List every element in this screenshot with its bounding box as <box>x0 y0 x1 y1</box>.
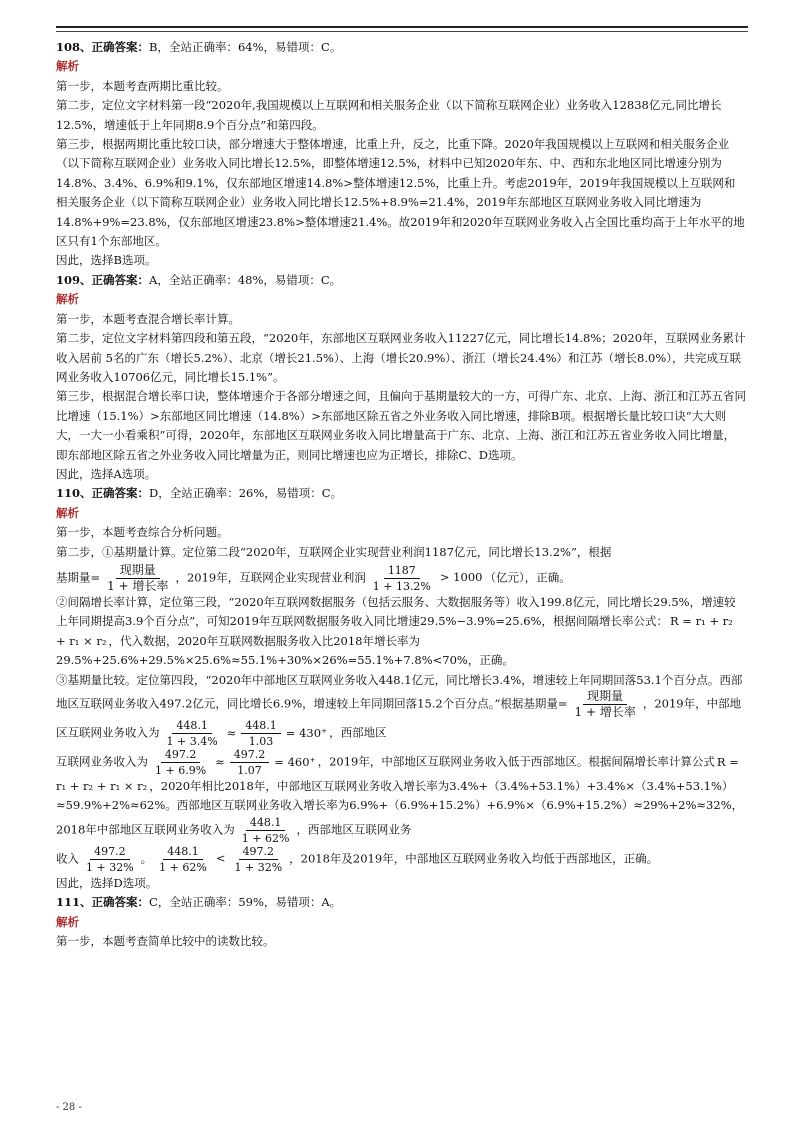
q110-conclusion: 因此，选择D选项。 <box>56 875 158 890</box>
fraction-denominator: 1.03 <box>248 735 274 748</box>
q108-header-rest: B，全站正确率：64%，易错项：C。 <box>149 40 342 54</box>
page-number: - 28 - <box>56 1102 82 1113</box>
math-approx: ≈ <box>215 754 225 769</box>
q110-step4-growth: ，2020年相比2018年，中部地区互联网业务收入增长率为3.4%+（3.4%+53.1%）+3.4%×（3.4%+53.1%）≈59.9%+2%≈62%。西部地区互联网业务收入增长率为6.9%+（6.9%+15.2%）+6.9%×（6.9%+15.2%）≈29%+2%≈32%，2018年中部地区互联网业务收入为 <box>56 779 744 837</box>
fraction-448-c <box>238 816 294 845</box>
fraction-denominator: 1 + 32% <box>234 860 283 874</box>
fraction-denominator: 1 + 13.2% <box>372 579 431 593</box>
math-result: = 430⁺ <box>285 725 328 740</box>
interval-growth-formula: R = r₁ + r₂ + r₁ × r₂ <box>56 754 739 793</box>
fraction-448-d <box>155 845 211 874</box>
q110-step4-end: ，西部地区 <box>329 725 387 740</box>
fraction-numerator: 497.2 <box>239 845 279 860</box>
fraction-numerator: 448.1 <box>246 816 286 831</box>
q108-step1: 第一步，本题考查两期比重比较。 <box>56 78 229 93</box>
q108-step3: 第三步，根据两期比重比较口诀，部分增速大于整体增速，比重上升，反之，比重下降。2020年我国规模以上互联网和相关服务企业（以下简称互联网企业）业务收入同比增长12.5%，即整体增速12.5%，材料中已知2020年东、中、西和东北地区同比增速分别为14.8%、3.4%、6.9%和9.1%，仅东部地区增速14.8%>整体增速12.5%，比重上升。考虑2019年，2019年我国规模以上互联网和相关服务企业（以下简称互联网企业）业务收入同比增长12.5%+8.9%=21.4%，2019年东部地区互联网业务收入同比增速为14.8%+9%=23.8%，仅东部地区增速23.8%>整体增速21.4%。故2019年和2020年互联网业务收入占全国比重均高于上年水平的地区只有1个东部地区。 <box>56 137 745 249</box>
fraction-numerator: 497.2 <box>90 845 130 860</box>
q110-step4-west-text: ，2019年，中部地区互联网业务收入低于西部地区。根据间隔增长率计算公式 <box>317 754 715 769</box>
q110-step4-text: ③基期量比较。定位第四段，“2020年中部地区互联网业务收入448.1亿元，同比增长3.4%，增速较上年同期回落53.1个百分点。西部地区互联网业务收入497.2亿元，同比增长6.9%，增速较上年同期回落15.2个百分点。”根据基期量= <box>56 672 743 711</box>
q108-jiexi: 解析 <box>56 59 79 74</box>
period-mark: 。 <box>140 851 153 866</box>
q109-step1: 第一步，本题考查混合增长率计算。 <box>56 311 240 326</box>
q110-step3-text: ②间隔增长率计算，定位第三段，“2020年互联网数据服务（包括云服务、大数据服务等）收入199.8亿元，同比增长29.5%，增速较上年同期提高3.9个百分点”，可知2019年互联网数据服务收入同比增速29.5%−3.9%=25.6%，根据间隔增长率公式： <box>56 594 736 629</box>
fraction-numerator: 1187 <box>384 564 420 579</box>
math-less-than: < <box>215 851 226 866</box>
fraction-448-b <box>241 719 281 748</box>
math-result: = 460⁺ <box>274 754 316 769</box>
fraction-448-a <box>163 719 222 748</box>
q109-conclusion: 因此，选择A选项。 <box>56 466 157 481</box>
q110-step2 <box>56 543 746 562</box>
q111-step1: 第一步，本题考查简单比较中的读数比较。 <box>56 934 275 949</box>
q108-header-label: 108、正确答案： <box>56 40 150 54</box>
fraction-497-a <box>151 748 210 777</box>
west-label: 互联网业务收入为 <box>56 754 148 769</box>
q110-header-label: 110、正确答案： <box>56 486 150 501</box>
fraction-numerator: 448.1 <box>163 845 203 860</box>
base-label: 基期量= <box>56 570 101 585</box>
fraction-497-d <box>230 845 286 874</box>
q110-step4-compare-end: ，2018年及2019年，中部地区互联网业务收入均低于西部地区，正确。 <box>289 851 659 866</box>
fraction-numerator: 现期量 <box>116 564 160 579</box>
fraction-denominator: 1 + 62% <box>159 860 207 874</box>
fraction-numerator: 448.1 <box>172 719 212 734</box>
q110-step4-west <box>56 748 746 845</box>
q110-step2-text: 第二步，①基期量计算。定位第二段“2020年，互联网企业实现营业利润1187亿元，同比增长13.2%”，根据 <box>56 544 612 559</box>
q111-header-label: 111、正确答案： <box>56 895 150 910</box>
q109-header <box>56 271 746 290</box>
fraction-numerator: 497.2 <box>161 748 201 763</box>
q108-header <box>56 38 746 57</box>
interval-growth-formula: R = r₁ + r₂ + r₁ × r₂ <box>56 614 733 648</box>
answer-explanations <box>56 38 746 951</box>
income-label: 收入 <box>56 851 79 866</box>
q110-step4-west-end: ，西部地区互联网业务 <box>296 822 412 837</box>
q109-step3: 第三步，根据混合增长率口诀，整体增速介于各部分增速之间，且偏向于基期量较大的一方，可得广东、北京、上海、浙江和江苏五省同比增速（15.1%）>东部地区同比增速（14.8%）>东部地区除五省之外业务收入同比增速，排除B项。根据增长量比较口诀“大大则大，一大一小看乘积”可得，2020年，东部地区互联网业务收入同比增量高于广东、北京、上海、浙江和江苏五省业务收入同比增量，即东部地区除五省之外业务收入同比增量为正，则同比增速也应为正增长，排除C、D选项。 <box>56 389 746 462</box>
q110-step4-mid: ，2019年，中部地区互联网业务收入为 <box>56 696 742 740</box>
q111-header-rest: C，全站正确率：59%，易错项：A。 <box>149 895 342 910</box>
q110-step2-formula <box>56 564 746 593</box>
q109-jiexi: 解析 <box>56 292 79 307</box>
header-rule <box>56 26 748 28</box>
q110-header-rest: D，全站正确率：26%，易错项：C。 <box>149 486 343 501</box>
fraction-497-b <box>230 748 270 777</box>
fraction-base-formula-2 <box>571 690 640 719</box>
q108-conclusion: 因此，选择B选项。 <box>56 253 157 268</box>
q110-step3 <box>56 593 746 671</box>
fraction-1187 <box>369 564 435 593</box>
q110-step4-compare <box>56 845 746 874</box>
q109-header-rest: A，全站正确率：48%，易错项：C。 <box>149 272 342 287</box>
q109-header-label: 109、正确答案： <box>56 272 150 287</box>
q110-step4 <box>56 671 746 748</box>
fraction-denominator: 1 + 62% <box>241 831 290 845</box>
q110-step2-end: （亿元），正确。 <box>484 570 571 585</box>
fraction-denominator: 1 + 3.4% <box>166 735 218 748</box>
fraction-denominator: 1.07 <box>237 764 262 777</box>
q110-step3-result: ，代入数据，2020年互联网数据服务收入比2018年增长率为29.5%+25.6%+29.5%×25.6%≈55.1%+30%×26%=55.1%+7.8%<70%，正确。 <box>56 633 514 668</box>
fraction-denominator: 1 + 增长率 <box>574 705 636 719</box>
fraction-base-formula <box>103 564 172 593</box>
q111-jiexi: 解析 <box>56 914 79 929</box>
q108-step2: 第二步，定位文字材料第一段“2020年,我国规模以上互联网和相关服务企业（以下简称互联网企业）业务收入12838亿元,同比增长12.5%，增速低于上年同期8.9个百分点”和第四段。 <box>56 98 722 132</box>
q110-step2-mid: ，2019年，互联网企业实现营业利润 <box>175 570 366 585</box>
math-compare: > 1000 <box>439 570 483 585</box>
fraction-numerator: 现期量 <box>583 690 627 705</box>
fraction-numerator: 497.2 <box>230 748 270 763</box>
q110-jiexi: 解析 <box>56 505 79 520</box>
q111-header <box>56 893 746 912</box>
fraction-denominator: 1 + 增长率 <box>107 578 169 593</box>
fraction-497-c <box>82 845 138 874</box>
fraction-denominator: 1 + 6.9% <box>155 764 207 777</box>
math-approx: ≈ <box>226 725 237 740</box>
fraction-numerator: 448.1 <box>241 719 281 734</box>
q110-step1: 第一步，本题考查综合分析问题。 <box>56 525 229 540</box>
header-rule-thin <box>56 31 748 32</box>
fraction-denominator: 1 + 32% <box>86 860 134 874</box>
q110-header <box>56 484 746 503</box>
q109-step2: 第二步，定位文字材料第四段和第五段，“2020年，东部地区互联网业务收入11227亿元，同比增长14.8%；2020年，互联网业务累计收入居前 5名的广东（增长5.2%）、北京（增长21.5%）、上海（增长20.9%）、浙江（增长24.4%）和江苏（增长8.0%），共完成互联网业务收入10706亿元，同比增长15.1%”。 <box>56 331 746 384</box>
